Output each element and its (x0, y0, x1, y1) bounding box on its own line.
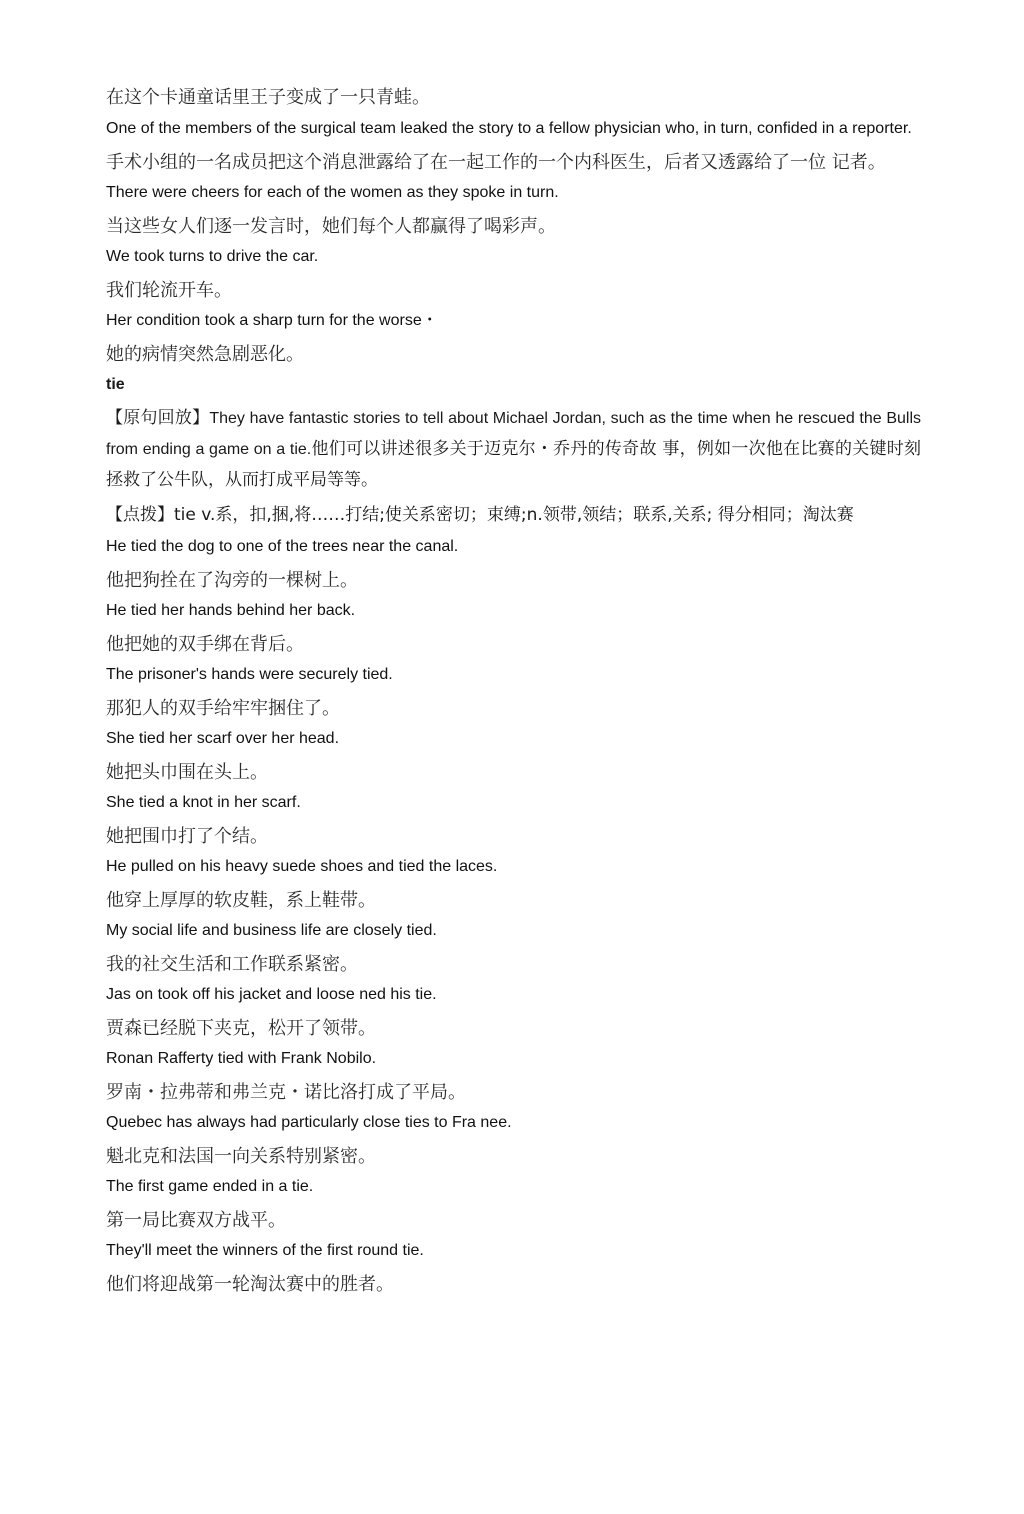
en-sentence: There were cheers for each of the women as they spoke in turn. (106, 184, 559, 201)
en-sentence: Her condition took a sharp turn for the worse・ (106, 312, 438, 329)
en-sentence: We took turns to drive the car. (106, 248, 319, 265)
en-example: Jas on took off his jacket and loose ned his tie. (106, 986, 437, 1003)
zh-example: 第一局比赛双方战平。 (106, 1210, 286, 1231)
en-example: The prisoner's hands were securely tied. (106, 666, 393, 683)
en-sentence: One of the members of the surgical team leaked the story to a fellow physician who, in turn, confided in a reporter. (106, 120, 912, 137)
en-example: My social life and business life are closely tied. (106, 922, 437, 939)
zh-example: 贾森已经脱下夹克，松开了领带。 (106, 1018, 376, 1039)
zh-sentence: 手术小组的一名成员把这个消息泄露给了在一起工作的一个内科医生，后者又透露给了一位 记者。 (106, 152, 886, 173)
en-example: Ronan Rafferty tied with Frank Nobilo. (106, 1050, 377, 1067)
zh-sentence: 在这个卡通童话里王子变成了一只青蛙。 (106, 87, 430, 108)
document-page (106, 84, 921, 1299)
tip-text: tie v.系，扣,捆,将……打结;使关系密切；束缚;n.领带,领结；联系,关系; 得分相同；淘汰赛 (174, 505, 854, 525)
zh-sentence: 当这些女人们逐一发言时，她们每个人都赢得了喝彩声。 (106, 216, 556, 237)
original-sentence-paragraph (106, 403, 921, 496)
en-example: She tied her scarf over her head. (106, 730, 340, 747)
zh-example: 魁北克和法国一向关系特别紧密。 (106, 1146, 376, 1167)
zh-sentence: 我们轮流开车。 (106, 280, 232, 301)
zh-example: 她把围巾打了个结。 (106, 826, 268, 847)
en-example: The first game ended in a tie. (106, 1178, 314, 1195)
zh-example: 他把狗拴在了沟旁的一棵树上。 (106, 570, 358, 591)
en-example: Quebec has always had particularly close ties to Fra nee. (106, 1114, 512, 1131)
original-sentence-label: 【原句回放】 (106, 408, 210, 428)
en-example: He pulled on his heavy suede shoes and tied the laces. (106, 858, 498, 875)
zh-example: 他们将迎战第一轮淘汰赛中的胜者。 (106, 1274, 394, 1295)
zh-example: 她把头巾围在头上。 (106, 762, 268, 783)
en-example: She tied a knot in her scarf. (106, 794, 301, 811)
zh-example: 我的社交生活和工作联系紧密。 (106, 954, 358, 975)
section-heading-tie: tie (106, 376, 125, 393)
en-example: They'll meet the winners of the first round tie. (106, 1242, 424, 1259)
original-sentence-zh: 他们可以讲述很多关于迈克尔・乔丹的传奇故 事，例如一次他在比赛的关键时刻拯救了公牛队，从而打成平局等等。 (106, 439, 922, 490)
tip-paragraph (106, 500, 921, 531)
en-example: He tied her hands behind her back. (106, 602, 356, 619)
zh-example: 罗南・拉弗蒂和弗兰克・诺比洛打成了平局。 (106, 1082, 466, 1103)
zh-example: 那犯人的双手给牢牢捆住了。 (106, 698, 340, 719)
original-sentence-en: They have fantastic stories to tell about Michael Jordan, such as the time when he rescued the Bulls from ending a game on a tie. (106, 410, 922, 458)
zh-example: 他把她的双手绑在背后。 (106, 634, 304, 655)
tip-label: 【点拨】 (106, 505, 174, 525)
zh-sentence: 她的病情突然急剧恶化。 (106, 344, 304, 365)
en-example: He tied the dog to one of the trees near the canal. (106, 538, 459, 555)
zh-example: 他穿上厚厚的软皮鞋，系上鞋带。 (106, 890, 376, 911)
